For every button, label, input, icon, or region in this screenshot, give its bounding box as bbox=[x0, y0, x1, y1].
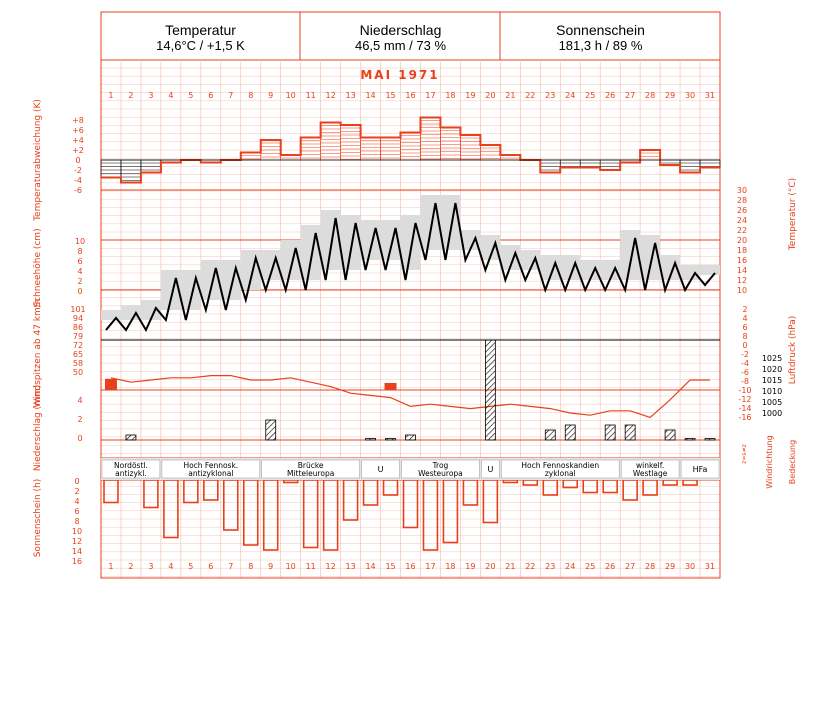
precip-bar bbox=[386, 439, 396, 441]
label-cloud: Bedeckung bbox=[788, 439, 797, 485]
sunshine-bar bbox=[643, 480, 657, 495]
precip-bar bbox=[126, 435, 136, 440]
sunshine-bar bbox=[364, 480, 378, 505]
wind-tick: 101 bbox=[70, 305, 86, 314]
header-value: 181,3 h / 89 % bbox=[558, 38, 643, 53]
sunshine-bar bbox=[184, 480, 198, 503]
day-label-bottom: 26 bbox=[605, 562, 616, 571]
pressure-tick: 1010 bbox=[761, 387, 783, 396]
sunshine-bar bbox=[683, 480, 697, 485]
temperature-tick: 16 bbox=[736, 256, 748, 265]
day-label-bottom: 5 bbox=[188, 562, 194, 571]
sunshine-bar bbox=[543, 480, 557, 495]
day-label-top: 5 bbox=[188, 91, 194, 100]
pressure-tick: 1000 bbox=[761, 409, 783, 418]
temp-lower-tick: 6 bbox=[742, 323, 748, 332]
precip-bar bbox=[406, 435, 416, 440]
wind-tick: 58 bbox=[72, 359, 84, 368]
wind-tick: 65 bbox=[72, 350, 84, 359]
day-label-top: 6 bbox=[208, 91, 214, 100]
sunshine-bar bbox=[324, 480, 338, 550]
temperature-tick: 18 bbox=[736, 246, 748, 255]
weather-type-label: U bbox=[487, 465, 494, 474]
sunshine-tick: 10 bbox=[71, 527, 83, 536]
day-label-top: 1 bbox=[108, 91, 114, 100]
wind-tick: 50 bbox=[72, 368, 84, 377]
snow-tick: 4 bbox=[77, 267, 83, 276]
sunshine-bar bbox=[204, 480, 218, 500]
snow-tick: 0 bbox=[77, 287, 83, 296]
day-label-bottom: 29 bbox=[664, 562, 676, 571]
day-label-bottom: 8 bbox=[248, 562, 254, 571]
anomaly-bar bbox=[121, 160, 141, 183]
sunshine-tick: 8 bbox=[74, 517, 80, 526]
pressure-tick: 1020 bbox=[761, 365, 783, 374]
day-label-top: 15 bbox=[385, 91, 396, 100]
day-label-top: 23 bbox=[545, 91, 556, 100]
temperature-tick: 20 bbox=[736, 236, 748, 245]
day-label-top: 19 bbox=[465, 91, 476, 100]
snow-tick: 10 bbox=[74, 237, 86, 246]
day-label-bottom: 24 bbox=[565, 562, 576, 571]
day-label-top: 22 bbox=[525, 91, 536, 100]
anomaly-bar bbox=[321, 123, 341, 161]
label-wind-dir: Windrichtung bbox=[765, 435, 774, 489]
sunshine-bar bbox=[404, 480, 418, 528]
anomaly-bar bbox=[460, 135, 480, 160]
weather-type-label: antizyklonal bbox=[188, 469, 234, 478]
day-label-bottom: 23 bbox=[545, 562, 556, 571]
day-label-top: 28 bbox=[645, 91, 656, 100]
precip-bar bbox=[685, 439, 695, 441]
weather-type-label: antizykl. bbox=[115, 469, 147, 478]
day-label-top: 12 bbox=[325, 91, 336, 100]
anomaly-bar bbox=[600, 160, 620, 170]
precip-bar bbox=[266, 420, 276, 440]
day-label-top: 24 bbox=[565, 91, 576, 100]
wind-bar bbox=[385, 383, 397, 390]
sunshine-bar bbox=[224, 480, 238, 530]
day-label-top: 13 bbox=[345, 91, 356, 100]
precip-bar bbox=[705, 439, 715, 441]
day-label-bottom: 22 bbox=[525, 562, 536, 571]
label-snow: Schneehöhe (cm) bbox=[33, 228, 43, 308]
sunshine-bar bbox=[503, 480, 517, 483]
pressure-tick: 1015 bbox=[761, 376, 783, 385]
weather-type-label: Brücke bbox=[297, 461, 324, 470]
day-label-top: 16 bbox=[405, 91, 416, 100]
label-sun: Sonnenschein (h) bbox=[33, 478, 43, 558]
precip-tick: 4 bbox=[77, 396, 83, 405]
temperature-tick: 10 bbox=[736, 286, 748, 295]
temperature-tick: 12 bbox=[736, 276, 748, 285]
temp-lower-tick: -8 bbox=[741, 377, 749, 386]
weather-type-label: Hoch Fennosk. bbox=[183, 461, 239, 470]
day-label-top: 10 bbox=[285, 91, 296, 100]
wind-tick: 72 bbox=[72, 341, 84, 350]
day-label-top: 27 bbox=[625, 91, 636, 100]
label-temperature-right: Temperatur (°C) bbox=[788, 177, 798, 251]
day-label-top: 7 bbox=[228, 91, 234, 100]
pressure-tick: 1005 bbox=[761, 398, 783, 407]
temp-lower-tick: -10 bbox=[738, 386, 752, 395]
day-label-top: 31 bbox=[704, 91, 716, 100]
anomaly-tick: +2 bbox=[72, 146, 84, 155]
day-label-top: 9 bbox=[268, 91, 274, 100]
anomaly-bar bbox=[361, 138, 381, 161]
wind-tick: 94 bbox=[72, 314, 84, 323]
sunshine-bar bbox=[104, 480, 118, 503]
precip-bar bbox=[625, 425, 635, 440]
temp-lower-tick: -2 bbox=[741, 350, 749, 359]
sunshine-bar bbox=[443, 480, 457, 543]
day-label-bottom: 13 bbox=[345, 562, 356, 571]
temp-lower-tick: -14 bbox=[738, 404, 752, 413]
anomaly-tick: -2 bbox=[74, 166, 82, 175]
day-label-bottom: 18 bbox=[445, 562, 456, 571]
temperature-tick: 22 bbox=[736, 226, 748, 235]
anomaly-bar bbox=[640, 150, 660, 160]
header-title: Temperatur bbox=[165, 22, 236, 38]
label-wind: Windspitzen ab 47 km/h bbox=[33, 298, 43, 408]
sunshine-tick: 0 bbox=[74, 477, 80, 486]
temp-lower-tick: 2 bbox=[742, 305, 748, 314]
sunshine-bar bbox=[384, 480, 398, 495]
day-label-top: 29 bbox=[664, 91, 676, 100]
precip-bar bbox=[366, 439, 376, 441]
snow-tick: 6 bbox=[77, 257, 83, 266]
label-pressure-right: Luftdruck (hPa) bbox=[788, 315, 798, 385]
anomaly-tick: +8 bbox=[72, 116, 84, 125]
sunshine-bar bbox=[663, 480, 677, 485]
day-label-bottom: 9 bbox=[268, 562, 274, 571]
sunshine-tick: 2 bbox=[74, 487, 80, 496]
day-label-top: 30 bbox=[684, 91, 696, 100]
anomaly-tick: +6 bbox=[72, 126, 84, 135]
temp-lower-tick: -6 bbox=[741, 368, 749, 377]
header-value: 14,6°C / +1,5 K bbox=[156, 38, 245, 53]
anomaly-bar bbox=[341, 125, 361, 160]
temperature-tick: 24 bbox=[736, 216, 748, 225]
temperature-range-band bbox=[101, 195, 720, 320]
day-label-top: 2 bbox=[128, 91, 134, 100]
wind-bar bbox=[105, 379, 117, 390]
day-label-bottom: 17 bbox=[425, 562, 436, 571]
precip-tick: 2 bbox=[77, 415, 83, 424]
anomaly-tick: 0 bbox=[75, 156, 81, 165]
day-label-top: 26 bbox=[605, 91, 616, 100]
anomaly-bar bbox=[480, 145, 500, 160]
day-label-bottom: 15 bbox=[385, 562, 396, 571]
day-label-bottom: 4 bbox=[168, 562, 174, 571]
day-label-bottom: 11 bbox=[305, 562, 316, 571]
sunshine-bar bbox=[463, 480, 477, 505]
sunshine-bar bbox=[264, 480, 278, 550]
weather-type-label: HFa bbox=[692, 465, 708, 474]
snow-tick: 2 bbox=[77, 277, 83, 286]
day-label-bottom: 3 bbox=[148, 562, 154, 571]
day-label-top: 8 bbox=[248, 91, 254, 100]
label-temp-anomaly: Temperaturabweichung (K) bbox=[33, 99, 43, 221]
precip-tick: 0 bbox=[77, 434, 83, 443]
day-label-bottom: 7 bbox=[228, 562, 234, 571]
header-value: 46,5 mm / 73 % bbox=[354, 38, 447, 53]
day-label-bottom: 20 bbox=[485, 562, 496, 571]
sunshine-bar bbox=[284, 480, 298, 483]
weather-type-label: winkelf. bbox=[635, 461, 665, 470]
day-label-bottom: 19 bbox=[465, 562, 476, 571]
day-label-top: 3 bbox=[148, 91, 154, 100]
precip-bar bbox=[485, 340, 495, 440]
snow-tick: 8 bbox=[77, 247, 83, 256]
day-label-bottom: 25 bbox=[585, 562, 596, 571]
anomaly-tick: +4 bbox=[72, 136, 84, 145]
wind-tick: 79 bbox=[72, 332, 84, 341]
header-title: Sonnenschein bbox=[556, 22, 645, 38]
temperature-tick: 28 bbox=[736, 196, 748, 205]
sunshine-bar bbox=[164, 480, 178, 538]
temp-lower-tick: 4 bbox=[742, 314, 748, 323]
anomaly-tick: -6 bbox=[74, 186, 82, 195]
day-label-top: 25 bbox=[585, 91, 596, 100]
temperature-tick: 26 bbox=[736, 206, 748, 215]
day-label-bottom: 30 bbox=[684, 562, 696, 571]
temp-lower-tick: -16 bbox=[738, 413, 752, 422]
weather-type-label: Mitteleuropa bbox=[286, 469, 335, 478]
pressure-tick: 1025 bbox=[761, 354, 783, 363]
sunshine-tick: 14 bbox=[71, 547, 83, 556]
weather-type-label: U bbox=[377, 465, 384, 474]
sunshine-bar bbox=[523, 480, 537, 485]
temperature-band bbox=[101, 195, 720, 320]
sunshine-tick: 16 bbox=[71, 557, 83, 566]
month-title: MAI 1971 bbox=[360, 68, 440, 82]
day-label-bottom: 21 bbox=[505, 562, 516, 571]
temp-lower-tick: 0 bbox=[742, 341, 748, 350]
wind-tick: 86 bbox=[72, 323, 84, 332]
day-label-bottom: 28 bbox=[645, 562, 656, 571]
weather-type-label: Nordöstl. bbox=[114, 461, 148, 470]
sunshine-bar bbox=[423, 480, 437, 550]
precip-bar bbox=[565, 425, 575, 440]
sunshine-bar bbox=[623, 480, 637, 500]
temp-lower-tick: -4 bbox=[741, 359, 749, 368]
temp-lower-tick: -12 bbox=[738, 395, 752, 404]
sunshine-tick: 12 bbox=[71, 537, 83, 546]
anomaly-tick: -4 bbox=[74, 176, 82, 185]
weather-type-label: Westlage bbox=[632, 469, 668, 478]
wind-dir-ticks: z=s≠z bbox=[741, 444, 748, 464]
weather-type-label: Westeuropa bbox=[418, 469, 463, 478]
day-label-bottom: 16 bbox=[405, 562, 416, 571]
precip-bar bbox=[605, 425, 615, 440]
temperature-tick: 14 bbox=[736, 266, 748, 275]
sunshine-tick: 6 bbox=[74, 507, 80, 516]
day-label-bottom: 31 bbox=[704, 562, 716, 571]
day-label-top: 11 bbox=[305, 91, 316, 100]
day-label-top: 21 bbox=[505, 91, 516, 100]
temp-lower-tick: 8 bbox=[742, 332, 748, 341]
day-label-bottom: 2 bbox=[128, 562, 134, 571]
day-label-bottom: 27 bbox=[625, 562, 636, 571]
weather-types bbox=[101, 458, 720, 480]
label-precip: Niederschlag (mm) bbox=[33, 384, 43, 472]
day-label-top: 18 bbox=[445, 91, 456, 100]
anomaly-bar bbox=[381, 138, 401, 161]
day-label-top: 17 bbox=[425, 91, 436, 100]
anomaly-bar bbox=[301, 138, 321, 161]
weather-type-label: zyklonal bbox=[544, 469, 576, 478]
precip-bar bbox=[545, 430, 555, 440]
day-label-bottom: 12 bbox=[325, 562, 336, 571]
sunshine-bar bbox=[304, 480, 318, 548]
day-label-bottom: 1 bbox=[108, 562, 114, 571]
sunshine-bar bbox=[144, 480, 158, 508]
day-label-top: 14 bbox=[365, 91, 376, 100]
sunshine-tick: 4 bbox=[74, 497, 80, 506]
precip-bar bbox=[665, 430, 675, 440]
day-label-top: 4 bbox=[168, 91, 174, 100]
day-label-bottom: 10 bbox=[285, 562, 296, 571]
weather-type-label: Hoch Fennoskandien bbox=[521, 461, 600, 470]
temperature-tick: 30 bbox=[736, 186, 748, 195]
header-title: Niederschlag bbox=[359, 22, 442, 38]
day-label-top: 20 bbox=[485, 91, 496, 100]
weather-type-label: Trog bbox=[432, 461, 449, 470]
anomaly-bar bbox=[101, 160, 121, 178]
day-label-bottom: 14 bbox=[365, 562, 376, 571]
day-label-bottom: 6 bbox=[208, 562, 214, 571]
